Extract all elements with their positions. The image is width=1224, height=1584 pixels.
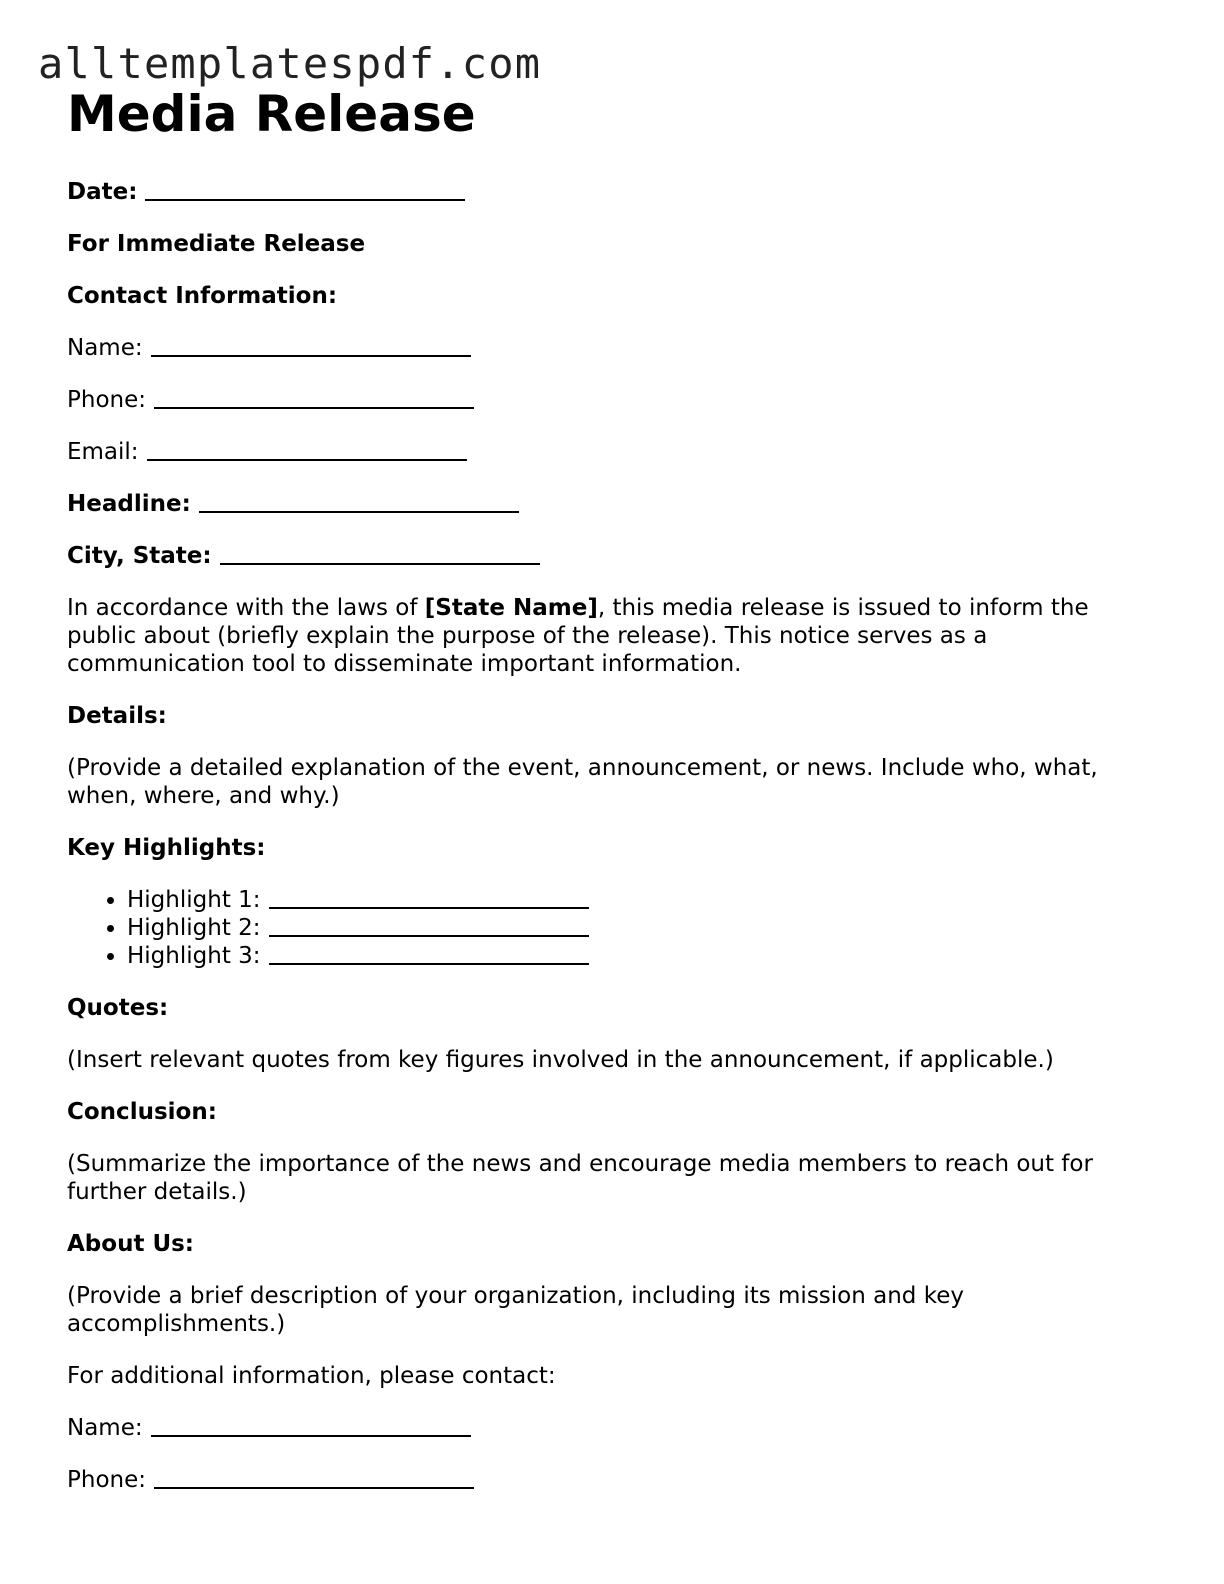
city-state-label: City, State: [67, 543, 212, 569]
city-state-field[interactable] [220, 543, 540, 565]
name-field[interactable] [151, 335, 471, 357]
headline-line [67, 490, 1157, 518]
highlight-item [127, 914, 1157, 942]
highlight-2-field[interactable] [269, 915, 589, 937]
email-field[interactable] [147, 439, 467, 461]
details-heading: Details: [67, 703, 167, 729]
about-heading: About Us: [67, 1231, 195, 1257]
page-title: Media Release [67, 85, 476, 143]
conclusion-text: (Summarize the importance of the news and encourage media members to reach out for further details.) [67, 1151, 1093, 1205]
additional-info-text: For additional information, please contact: [67, 1363, 556, 1389]
contact-heading: Contact Information: [67, 283, 338, 309]
headline-label: Headline: [67, 491, 191, 517]
date-label: Date: [67, 179, 138, 205]
conclusion-heading: Conclusion: [67, 1099, 217, 1125]
highlight-label: Highlight 2: [127, 915, 261, 941]
email-line [67, 438, 1157, 466]
highlight-label: Highlight 1: [127, 887, 261, 913]
email-label: Email: [67, 439, 139, 465]
quotes-heading: Quotes: [67, 995, 169, 1021]
details-text: (Provide a detailed explanation of the event, announcement, or news. Include who, what, when, where, and why.) [67, 755, 1098, 809]
highlight-item [127, 942, 1157, 970]
quotes-text: (Insert relevant quotes from key figures involved in the announcement, if applicable.) [67, 1047, 1054, 1073]
city-state-line [67, 542, 1157, 570]
intro-paragraph [67, 594, 1157, 678]
intro-post: , this media release is issued to inform the public about (briefly explain the purpose of the release). This notice serves as a communication tool to disseminate important information. [67, 595, 1089, 677]
phone-line [67, 386, 1157, 414]
footer-phone-field[interactable] [154, 1467, 474, 1489]
date-line [67, 178, 1157, 206]
state-name-placeholder: [State Name] [424, 595, 598, 621]
footer-name-field[interactable] [151, 1415, 471, 1437]
headline-field[interactable] [199, 491, 519, 513]
footer-name-label: Name: [67, 1415, 143, 1441]
footer-phone-line [67, 1466, 1157, 1494]
highlight-item [127, 886, 1157, 914]
about-text: (Provide a brief description of your organization, including its mission and key accomplishments.) [67, 1283, 964, 1337]
intro-pre: In accordance with the laws of [67, 595, 425, 621]
immediate-release: For Immediate Release [67, 231, 366, 257]
highlight-1-field[interactable] [269, 887, 589, 909]
date-field[interactable] [145, 179, 465, 201]
document-body [67, 84, 1157, 1494]
name-line [67, 334, 1157, 362]
name-label: Name: [67, 335, 143, 361]
footer-name-line [67, 1414, 1157, 1442]
highlights-heading: Key Highlights: [67, 835, 266, 861]
footer-phone-label: Phone: [67, 1467, 146, 1493]
highlights-list [67, 886, 1157, 970]
phone-label: Phone: [67, 387, 146, 413]
watermark: alltemplatespdf.com [38, 39, 542, 88]
highlight-label: Highlight 3: [127, 943, 261, 969]
highlight-3-field[interactable] [269, 943, 589, 965]
phone-field[interactable] [154, 387, 474, 409]
